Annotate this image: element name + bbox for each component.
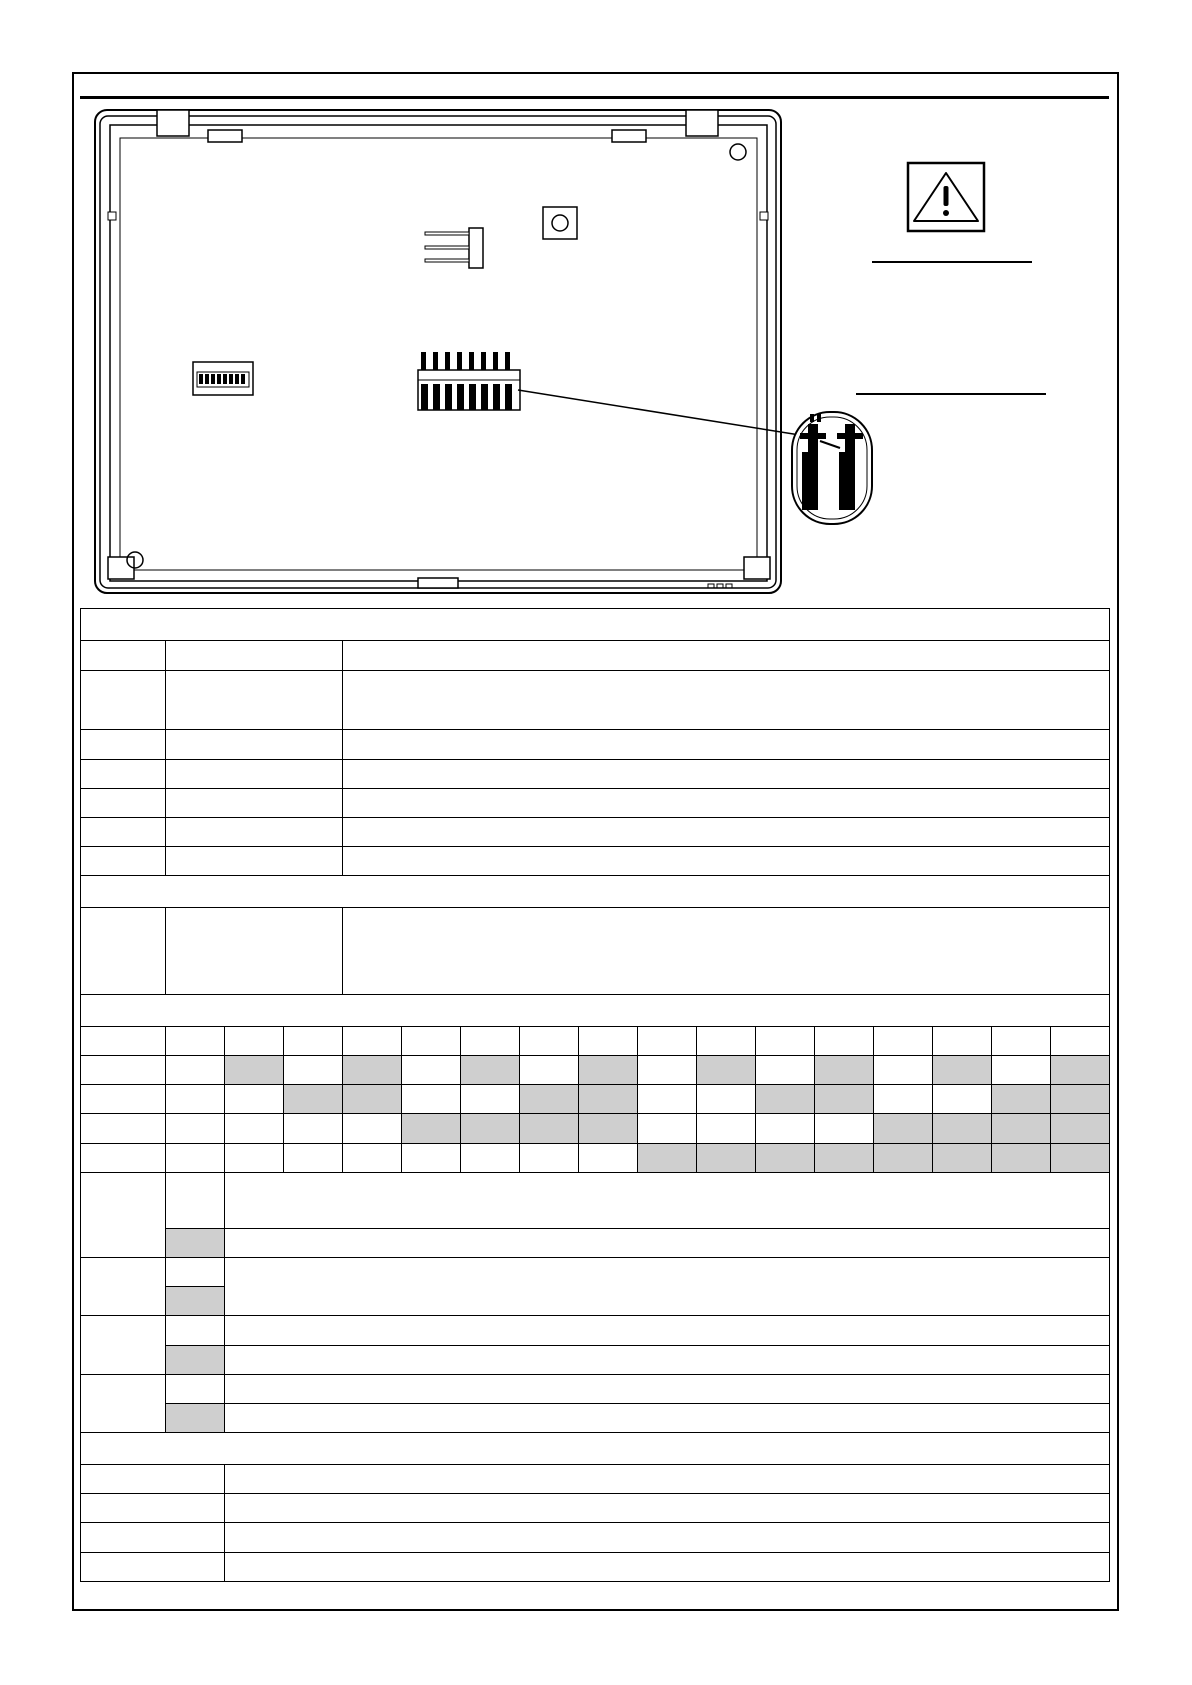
leader-line <box>518 390 806 436</box>
side-clip-left <box>108 212 116 220</box>
table-row <box>81 818 1110 847</box>
warning-triangle-icon <box>908 163 984 231</box>
board-diagram <box>0 0 1192 610</box>
dip-header-row <box>81 1027 1110 1056</box>
section3-header <box>81 994 1110 1026</box>
bottom-tab <box>418 578 458 588</box>
table-row <box>81 671 1110 729</box>
section4-header-row <box>81 1433 1110 1465</box>
option-row <box>81 1374 1110 1403</box>
table-row <box>81 759 1110 788</box>
section2-header <box>81 876 1110 908</box>
section1-header-row <box>81 609 1110 641</box>
option-row <box>81 1345 1110 1374</box>
table-row <box>81 729 1110 759</box>
table-row <box>81 1465 1110 1494</box>
pin-header <box>425 228 483 268</box>
top-clip-right <box>686 110 718 136</box>
top-tab-right <box>612 130 646 142</box>
option-row <box>81 1229 1110 1258</box>
pcb-inner-line <box>120 138 757 570</box>
terminal-zoom-callout <box>792 412 872 524</box>
dip-row-4 <box>81 1143 1110 1172</box>
terminal-block <box>418 352 520 410</box>
option-row <box>81 1258 1110 1287</box>
bottom-clip-right <box>744 557 770 579</box>
enclosure-outer <box>95 110 781 593</box>
bottom-clip-left <box>108 557 134 579</box>
dip-switch <box>193 362 253 395</box>
dip-row-2 <box>81 1085 1110 1114</box>
table-row <box>81 1523 1110 1552</box>
top-clip-left <box>157 110 189 136</box>
section4-header <box>81 1433 1110 1465</box>
option-row <box>81 1403 1110 1432</box>
table-row <box>81 908 1110 994</box>
option-row <box>81 1172 1110 1228</box>
section3-header-row <box>81 994 1110 1026</box>
option-row <box>81 1316 1110 1345</box>
table-row <box>81 788 1110 817</box>
table-row <box>81 1552 1110 1581</box>
top-tab-left <box>208 130 242 142</box>
side-clip-right <box>760 212 768 220</box>
dip-row-1 <box>81 1056 1110 1085</box>
table-row <box>81 641 1110 671</box>
table-row <box>81 1494 1110 1523</box>
table-row <box>81 847 1110 876</box>
section1-header <box>81 609 1110 641</box>
mounting-hole-top-right <box>730 144 746 160</box>
spec-table <box>80 608 1110 1582</box>
pcb-board <box>110 125 767 581</box>
dip-row-3 <box>81 1114 1110 1143</box>
section2-header-row <box>81 876 1110 908</box>
push-button <box>543 207 577 239</box>
